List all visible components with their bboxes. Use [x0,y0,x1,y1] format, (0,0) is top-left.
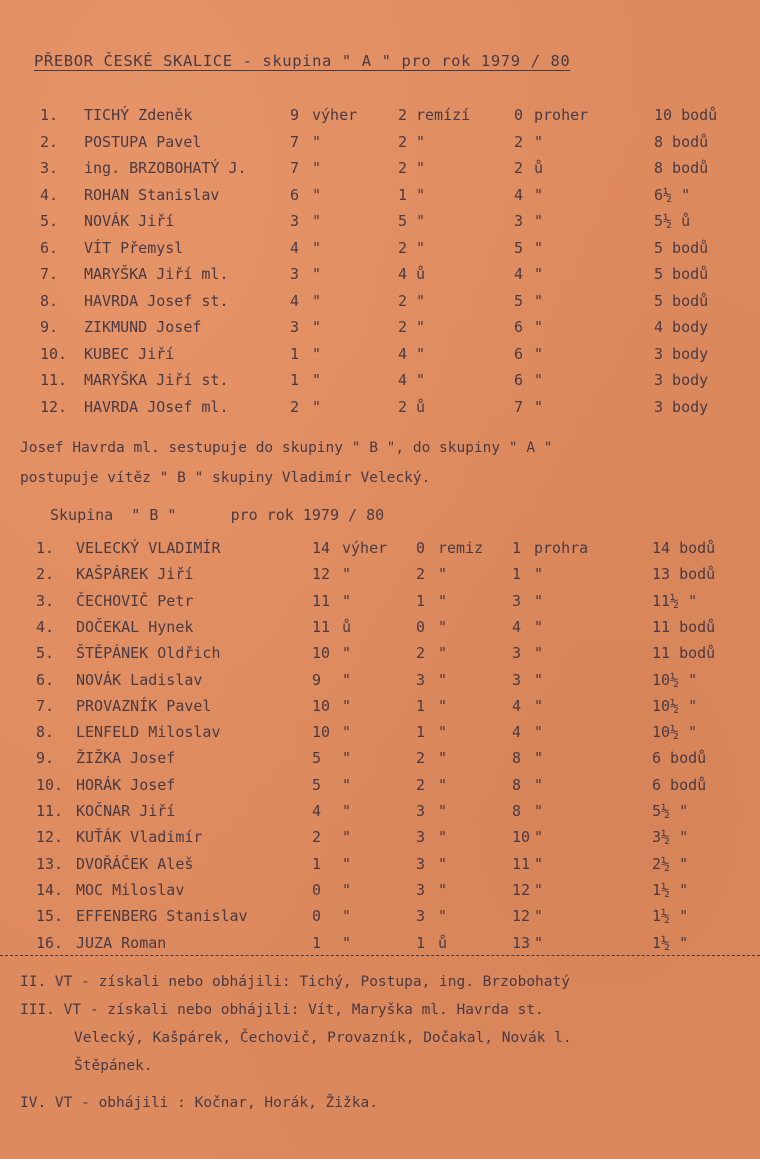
rank-number: 4. [36,617,55,636]
losses-label: " [534,670,544,689]
table-row [0,345,760,367]
rank-number: 12. [36,828,64,847]
wins-label: " [342,775,352,794]
player-name: MARYŠKA Jiří st. [84,371,229,389]
wins-label: " [312,132,322,151]
table-row [0,398,760,420]
wins-label: " [342,933,352,952]
table-row [0,265,760,287]
losses-label: " [534,802,544,820]
table-row [0,749,760,771]
wins-label: výher [342,539,388,557]
wins-count: 0 [312,880,322,899]
wins-label: " [312,212,322,230]
note-line-1: Josef Havrda ml. sestupuje do skupiny " B ", do skupiny " A " [20,440,553,456]
points-value: 8 bodů [654,132,709,151]
wins-label: " [312,291,322,310]
wins-label: " [312,159,322,177]
draws-label: " [416,212,426,230]
summary-line-1: II. VT - získali nebo obhájili: Tichý, Postupa, ing. Brzobohatý [20,974,570,990]
points-value: 1½ " [652,933,689,952]
points-value: 10½ " [652,696,698,715]
rank-number: 5. [40,212,59,230]
draws-label: ů [416,397,426,416]
losses-count: 2 [514,132,524,151]
wins-label: " [312,397,322,416]
player-name: POSTUPA Pavel [84,132,202,151]
table-row [0,671,760,693]
draws-count: 2 [398,318,408,336]
wins-label: výher [312,106,358,124]
rank-number: 6. [40,238,59,257]
points-value: 5½ ů [654,212,691,230]
player-name: PROVAZNÍK Pavel [76,696,212,715]
points-value: 8 bodů [654,159,709,177]
losses-count: 0 [514,106,524,124]
rank-number: 10. [40,344,68,363]
rank-number: 5. [36,644,55,663]
table-row [0,644,760,666]
table-row [0,106,760,128]
losses-count: 5 [514,238,524,257]
player-name: NOVÁK Ladislav [76,670,203,689]
losses-count: 3 [512,670,522,689]
wins-count: 11 [312,591,331,610]
losses-label: prohra [534,539,589,557]
draws-label: " [416,238,426,257]
rank-number: 1. [40,106,59,124]
points-value: 2½ " [652,854,689,873]
wins-label: " [342,802,352,820]
rank-number: 6. [36,670,55,689]
table-row [0,907,760,929]
draws-count: 3 [416,670,426,689]
summary-line-4: Štěpánek. [74,1058,153,1074]
wins-count: 1 [312,933,322,952]
summary-line-5: IV. VT - obhájili : Kočnar, Horák, Žižka. [20,1095,378,1111]
group-b-header: Skupina " B " pro rok 1979 / 80 [50,506,385,524]
wins-count: 3 [290,318,300,336]
points-value: 11½ " [652,591,698,610]
losses-count: 7 [514,397,524,416]
draws-count: 2 [416,565,426,584]
wins-label: " [312,344,322,363]
draws-count: 4 [398,344,408,363]
wins-count: 6 [290,185,300,204]
player-name: KOČNAR Jiří [76,802,176,820]
points-value: 6½ " [654,185,691,204]
player-name: TICHÝ Zdeněk [84,106,193,124]
draws-count: 1 [416,723,426,742]
draws-count: 2 [416,644,426,663]
points-value: 5 bodů [654,291,709,310]
draws-label: " [416,159,426,177]
losses-count: 6 [514,318,524,336]
points-value: 3 body [654,371,709,389]
draws-label: " [438,591,448,610]
wins-label: " [342,644,352,663]
player-name: ing. BRZOBOHATÝ J. [84,159,247,177]
losses-label: " [534,907,544,926]
table-row [0,371,760,393]
losses-count: 11 [512,854,531,873]
table-row [0,592,760,614]
points-value: 1½ " [652,907,689,926]
draws-count: 2 [416,775,426,794]
draws-label: remízí [416,106,471,124]
wins-count: 2 [312,828,322,847]
wins-label: " [342,880,352,899]
losses-label: " [534,723,544,742]
losses-label: " [534,371,544,389]
player-name: MOC Miloslav [76,880,185,899]
player-name: JUZA Roman [76,933,167,952]
losses-count: 1 [512,539,522,557]
table-row [0,881,760,903]
draws-label: " [416,371,426,389]
wins-label: ů [342,617,352,636]
draws-count: 2 [416,749,426,768]
draws-label: ů [438,933,448,952]
table-row [0,697,760,719]
losses-label: " [534,265,544,283]
draws-count: 1 [416,591,426,610]
rank-number: 13. [36,854,64,873]
points-value: 10½ " [652,723,698,742]
points-value: 6 bodů [652,749,707,768]
wins-count: 9 [312,670,322,689]
rank-number: 3. [36,591,55,610]
draws-count: 3 [416,880,426,899]
losses-label: " [534,291,544,310]
losses-label: " [534,212,544,230]
player-name: KUŤÁK Vladimír [76,828,203,847]
losses-count: 12 [512,880,531,899]
wins-label: " [342,696,352,715]
wins-count: 12 [312,565,331,584]
draws-label: " [416,291,426,310]
wins-count: 10 [312,723,331,742]
player-name: NOVÁK Jiří [84,212,175,230]
losses-label: " [534,132,544,151]
player-name: ŠTĚPÁNEK Oldřich [76,644,221,663]
points-value: 14 bodů [652,539,716,557]
player-name: KUBEC Jiří [84,344,175,363]
draws-count: 2 [398,291,408,310]
draws-count: 1 [416,933,426,952]
player-name: LENFELD Miloslav [76,723,221,742]
losses-count: 12 [512,907,531,926]
draws-count: 5 [398,212,408,230]
wins-count: 11 [312,617,331,636]
wins-label: " [342,907,352,926]
points-value: 10½ " [652,670,698,689]
draws-count: 3 [416,828,426,847]
losses-count: 3 [512,644,522,663]
draws-count: 1 [398,185,408,204]
player-name: ČECHOVIČ Petr [76,591,194,610]
draws-label: " [416,344,426,363]
wins-count: 2 [290,397,300,416]
wins-count: 7 [290,132,300,151]
rank-number: 11. [36,802,64,820]
points-value: 10 bodů [654,106,718,124]
table-row [0,239,760,261]
table-row [0,292,760,314]
draws-label: " [416,185,426,204]
losses-label: proher [534,106,589,124]
points-value: 5 bodů [654,238,709,257]
wins-count: 1 [290,344,300,363]
table-row [0,318,760,340]
table-row [0,776,760,798]
wins-label: " [342,723,352,742]
rank-number: 1. [36,539,55,557]
wins-label: " [312,318,322,336]
rank-number: 10. [36,775,64,794]
player-name: KAŠPÁREK Jiří [76,565,194,584]
draws-label: " [416,132,426,151]
wins-label: " [342,828,352,847]
losses-label: " [534,644,544,663]
player-name: HORÁK Josef [76,775,176,794]
wins-label: " [342,749,352,768]
wins-count: 5 [312,775,322,794]
wins-count: 0 [312,907,322,926]
draws-count: 2 [398,397,408,416]
draws-label: " [438,644,448,663]
losses-count: 4 [514,185,524,204]
rank-number: 2. [40,132,59,151]
losses-label: " [534,591,544,610]
losses-label: " [534,749,544,768]
draws-label: remiz [438,539,484,557]
player-name: VELECKÝ VLADIMÍR [76,539,221,557]
rank-number: 14. [36,880,64,899]
losses-label: " [534,617,544,636]
wins-label: " [312,371,322,389]
draws-label: " [438,670,448,689]
points-value: 11 bodů [652,644,716,663]
losses-label: " [534,318,544,336]
losses-label: " [534,565,544,584]
draws-count: 0 [416,539,426,557]
draws-label: " [438,880,448,899]
losses-count: 3 [514,212,524,230]
wins-count: 1 [290,371,300,389]
rank-number: 2. [36,565,55,584]
table-row [0,186,760,208]
losses-count: 6 [514,371,524,389]
draws-count: 3 [416,907,426,926]
table-row [0,855,760,877]
wins-count: 4 [290,238,300,257]
losses-label: " [534,696,544,715]
points-value: 11 bodů [652,617,716,636]
losses-label: " [534,933,544,952]
draws-label: " [438,565,448,584]
table-row [0,565,760,587]
points-value: 3 body [654,397,709,416]
player-name: ZIKMUND Josef [84,318,202,336]
draws-label: " [438,749,448,768]
losses-count: 8 [512,802,522,820]
draws-label: ů [416,265,426,283]
table-row [0,159,760,181]
wins-count: 5 [312,749,322,768]
summary-line-3: Velecký, Kašpárek, Čechovič, Provazník, Dočakal, Novák l. [74,1030,572,1046]
draws-label: " [438,775,448,794]
losses-label: ů [534,159,544,177]
points-value: 5 bodů [654,265,709,283]
draws-label: " [438,828,448,847]
wins-count: 10 [312,644,331,663]
losses-count: 5 [514,291,524,310]
points-value: 4 body [654,318,709,336]
rank-number: 8. [36,723,55,742]
player-name: HAVRDA Josef st. [84,291,229,310]
points-value: 5½ " [652,802,689,820]
wins-label: " [342,854,352,873]
losses-label: " [534,344,544,363]
losses-label: " [534,238,544,257]
draws-count: 4 [398,265,408,283]
draws-label: " [438,617,448,636]
wins-label: " [342,591,352,610]
draws-count: 3 [416,802,426,820]
wins-count: 10 [312,696,331,715]
draws-count: 2 [398,106,408,124]
draws-count: 2 [398,132,408,151]
wins-count: 14 [312,539,331,557]
wins-count: 4 [290,291,300,310]
draws-count: 4 [398,371,408,389]
rank-number: 9. [36,749,55,768]
draws-label: " [416,318,426,336]
rank-number: 3. [40,159,59,177]
player-name: ROHAN Stanislav [84,185,220,204]
note-line-2: postupuje vítěz " B " skupiny Vladimír Velecký. [20,470,431,486]
player-name: DOČEKAL Hynek [76,617,194,636]
rank-number: 15. [36,907,64,926]
losses-count: 4 [512,617,522,636]
losses-count: 1 [512,565,522,584]
draws-label: " [438,907,448,926]
losses-count: 4 [514,265,524,283]
losses-count: 10 [512,828,531,847]
draws-count: 0 [416,617,426,636]
player-name: VÍT Přemysl [84,238,184,257]
wins-count: 4 [312,802,322,820]
losses-count: 4 [512,696,522,715]
draws-label: " [438,696,448,715]
rank-number: 11. [40,371,68,389]
losses-label: " [534,854,544,873]
rank-number: 16. [36,933,64,952]
losses-label: " [534,828,544,847]
rank-number: 4. [40,185,59,204]
rank-number: 8. [40,291,59,310]
wins-count: 1 [312,854,322,873]
losses-count: 4 [512,723,522,742]
page-title: PŘEBOR ČESKÉ SKALICE - skupina " A " pro rok 1979 / 80 [34,52,571,70]
wins-count: 3 [290,265,300,283]
losses-count: 6 [514,344,524,363]
wins-count: 7 [290,159,300,177]
draws-count: 1 [416,696,426,715]
draws-label: " [438,802,448,820]
wins-label: " [312,185,322,204]
draws-label: " [438,723,448,742]
table-row [0,828,760,850]
table-row [0,723,760,745]
player-name: MARYŠKA Jiří ml. [84,265,229,283]
rank-number: 12. [40,397,68,416]
table-row [0,539,760,561]
wins-label: " [312,265,322,283]
losses-label: " [534,880,544,899]
points-value: 3½ " [652,828,689,847]
losses-count: 8 [512,749,522,768]
draws-label: " [438,854,448,873]
wins-count: 9 [290,106,300,124]
draws-count: 2 [398,159,408,177]
table-row [0,618,760,640]
player-name: DVOŘÁČEK Aleš [76,854,194,873]
rank-number: 7. [40,265,59,283]
losses-label: " [534,185,544,204]
table-row [0,133,760,155]
table-row [0,802,760,824]
losses-count: 3 [512,591,522,610]
wins-count: 3 [290,212,300,230]
summary-line-2: III. VT - získali nebo obhájili: Vít, Maryška ml. Havrda st. [20,1002,544,1018]
losses-label: " [534,397,544,416]
draws-count: 2 [398,238,408,257]
player-name: EFFENBERG Stanislav [76,907,248,926]
wins-label: " [342,670,352,689]
points-value: 6 bodů [652,775,707,794]
losses-count: 8 [512,775,522,794]
rank-number: 9. [40,318,59,336]
losses-label: " [534,775,544,794]
table-row [0,212,760,234]
player-name: ŽIŽKA Josef [76,749,176,768]
wins-label: " [312,238,322,257]
wins-label: " [342,565,352,584]
rank-number: 7. [36,696,55,715]
player-name: HAVRDA JOsef ml. [84,397,229,416]
losses-count: 13 [512,933,531,952]
points-value: 3 body [654,344,709,363]
losses-count: 2 [514,159,524,177]
points-value: 1½ " [652,880,689,899]
table-row [0,934,760,956]
points-value: 13 bodů [652,565,716,584]
draws-count: 3 [416,854,426,873]
